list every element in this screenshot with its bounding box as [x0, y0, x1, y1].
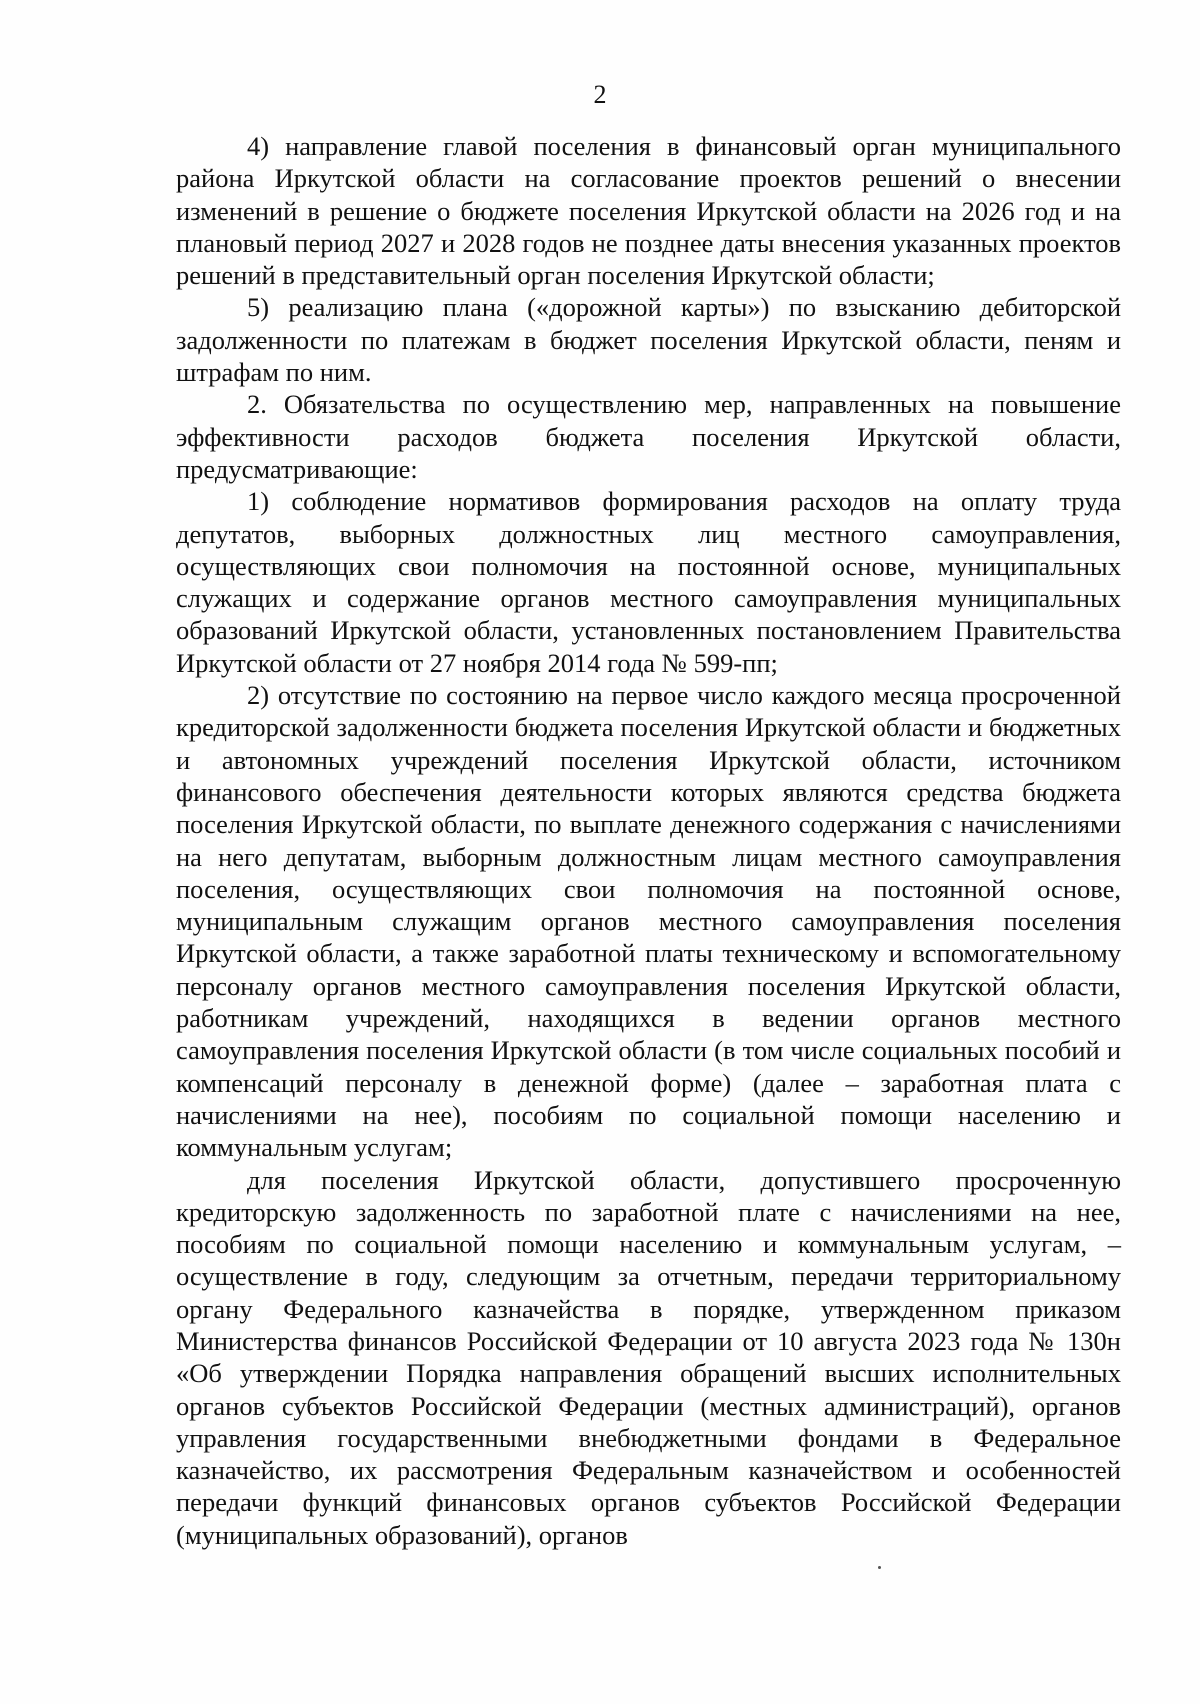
paragraph-section-2: 2. Обязательства по осуществлению мер, направленных на повышение эффективности расходов бюджета поселения Иркутской области, предусматривающие: — [176, 389, 1121, 484]
paragraph-settlement-overdue: для поселения Иркутской области, допустившего просроченную кредиторскую задолженность по заработной плате с начислениями на нее, пособиям по социальной помощи населению и коммунальным услугам, – осуществление в году, следующим за отчетным, передачи территориальному органу Федерального казначейства в порядке, утвержденном приказом Министерства финансов Российской Федерации от 10 августа 2023 года № 130н «Об утверждении Порядка направления обращений высших исполнительных органов субъектов Российской Федерации (местных администраций), органов управления государственными внебюджетными фондами в Федеральное казначейство, их рассмотрения Федеральным казначейством и особенностей передачи функций финансовых органов субъектов Российской Федерации (муниципальных образований), органов — [176, 1164, 1121, 1550]
paragraph-item-4: 4) направление главой поселения в финансовый орган муниципального района Иркутской области на согласование проектов решений о внесении изменений в решение о бюджете поселения Иркутской области на 2026 год и на плановый период 2027 и 2028 годов не позднее даты внесения указанных проектов решений в представительный орган поселения Иркутской области; — [176, 131, 1121, 291]
paragraph-subitem-1: 1) соблюдение нормативов формирования расходов на оплату труда депутатов, выборных должностных лиц местного самоуправления, осуществляющих свои полномочия на постоянной основе, муниципальных служащих и содержание органов местного самоуправления муниципальных образований Иркутской области, установленных постановлением Правительства Иркутской области от 27 ноября 2014 года № 599-пп; — [176, 486, 1121, 678]
document-body — [176, 130, 1121, 1551]
paragraph-item-5: 5) реализацию плана («дорожной карты») по взысканию дебиторской задолженности по платежам в бюджет поселения Иркутской области, пеням и штрафам по ним. — [176, 292, 1121, 388]
scan-speck — [878, 1566, 881, 1569]
paragraph-subitem-2: 2) отсутствие по состоянию на первое число каждого месяца просроченной кредиторской задолженности бюджета поселения Иркутской области и бюджетных и автономных учреждений поселения Иркутской области, источником финансового обеспечения деятельности которых являются средства бюджета поселения Иркутской области, по выплате денежного содержания с начислениями на него депутатам, выборным должностным лицам местного самоуправления поселения, осуществляющих свои полномочия на постоянной основе, муниципальным служащим органов местного самоуправления поселения Иркутской области, а также заработной платы техническому и вспомогательному персоналу органов местного самоуправления поселения Иркутской области, работникам учреждений, находящихся в ведении органов местного самоуправления поселения Иркутской области (в том числе социальных пособий и компенсаций персоналу в денежной форме) (далее – заработная плата с начислениями на нее), пособиям по социальной помощи населению и коммунальным услугам; — [176, 680, 1121, 1163]
page-number: 2 — [593, 80, 607, 109]
